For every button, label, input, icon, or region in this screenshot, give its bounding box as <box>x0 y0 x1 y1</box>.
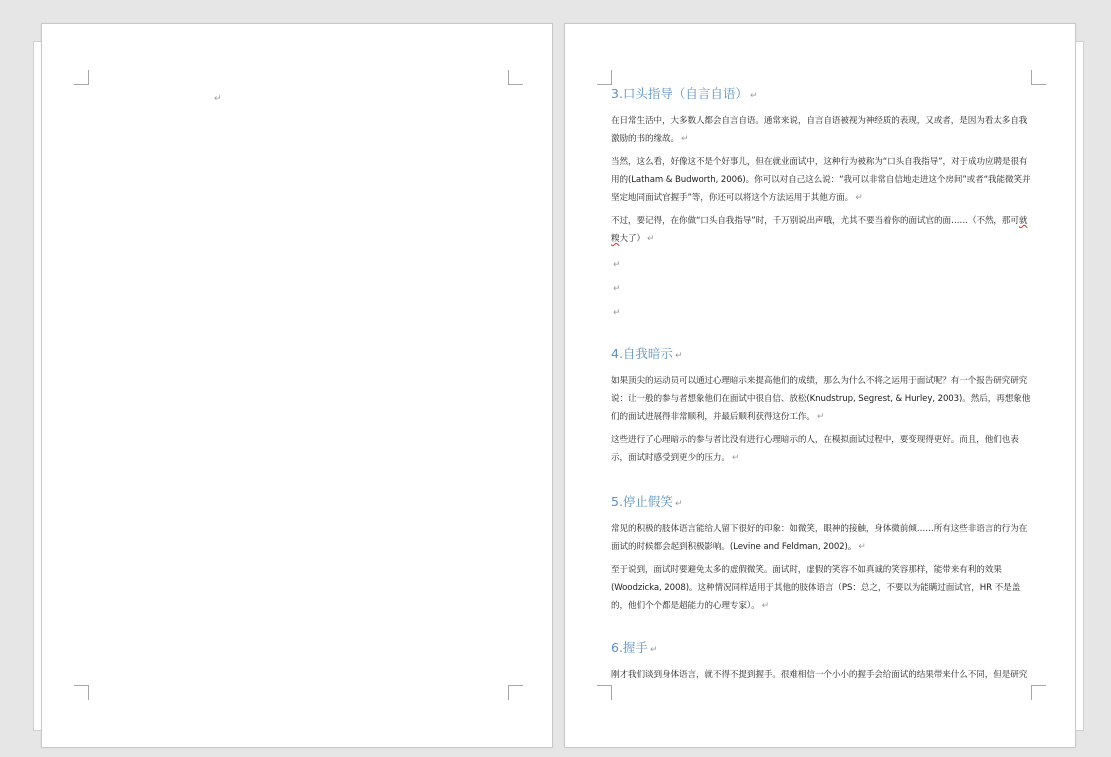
paragraph-mark-icon: ↵ <box>858 542 866 552</box>
paragraph-mark-icon: ↵ <box>731 453 740 463</box>
paragraph-mark-icon: ↵ <box>680 134 689 144</box>
section-heading: 3.口头指导（自言自语） ↵ <box>611 86 758 101</box>
crop-mark-bottom-left <box>74 685 89 700</box>
paragraph: 在日常生活中，大多数人都会自言自语。通常来说，自言自语被视为神经质的表现，又或者，是因为看太多自我激励的书的缘故。 ↵ <box>611 116 1028 144</box>
section-heading: 6.握手 ↵ <box>611 640 658 655</box>
paragraph-mark-icon: ↵ <box>816 412 825 422</box>
paragraph: 至于说到，面试时要避免太多的虚假微笑。面试时，虚假的笑容不如真诚的笑容那样，能带来有利的效果(Woodzicka, 2008)。这种情况同样适用于其他的肢体语言（PS：总之，不要以为能瞒过面试官，HR 不是盖的，他们个个都是超能力的心理专家）。 ↵ <box>611 565 1021 611</box>
paragraph: 这些进行了心理暗示的参与者比没有进行心理暗示的人，在模拟面试过程中，要变现得更好。而且，他们也表示，面试时感受到更少的压力。 ↵ <box>611 435 1019 463</box>
paragraph-mark-icon: ↵ <box>214 94 222 104</box>
section-4 <box>611 344 1035 472</box>
crop-mark-top-left <box>74 70 89 85</box>
crop-mark-top-right <box>508 70 523 85</box>
paragraph: 刚才我们谈到身体语言，就不得不提到握手。很难相信一个小小的握手会给面试的结果带来什么不同，但是研究 <box>611 670 1028 680</box>
paragraph-mark-icon: ↵ <box>613 284 621 294</box>
section-5 <box>611 492 1035 620</box>
paragraph-mark-icon: ↵ <box>649 645 658 655</box>
paragraph-mark-icon: ↵ <box>613 308 621 318</box>
paragraph-mark-icon: ↵ <box>761 601 770 611</box>
crop-mark-bottom-right <box>508 685 523 700</box>
crop-mark-top-left <box>597 70 612 85</box>
section-heading: 4.自我暗示 ↵ <box>611 346 683 361</box>
crop-mark-top-right <box>1031 70 1046 85</box>
empty-paragraph <box>611 253 1035 277</box>
paragraph: 不过，要记得，在你做“口头自我指导”时，千万别说出声哦，尤其不要当着你的面试官的面……（不然，那可就糗大了） ↵ <box>611 216 1028 244</box>
left-page[interactable] <box>41 23 553 748</box>
spelling-error-underline[interactable]: 就糗 <box>611 216 1028 244</box>
paragraph-mark-icon: ↵ <box>749 91 758 101</box>
empty-paragraph <box>611 301 1035 325</box>
paragraph-mark-icon: ↵ <box>674 351 683 361</box>
section-heading: 5.停止假笑 ↵ <box>611 494 683 509</box>
paragraph-mark-icon: ↵ <box>613 260 621 270</box>
crop-mark-bottom-left <box>597 685 612 700</box>
section-3 <box>611 84 1035 325</box>
section-6 <box>611 638 1035 689</box>
paragraph-mark-icon: ↵ <box>674 499 683 509</box>
empty-paragraph <box>611 277 1035 301</box>
right-page[interactable] <box>564 23 1076 748</box>
paragraph-mark-icon: ↵ <box>855 193 863 203</box>
paragraph: 如果顶尖的运动员可以通过心理暗示来提高他们的成绩，那么为什么不将之运用于面试呢？有一个报告研究研究说：让一般的参与者想象他们在面试中很自信、放松(Knudstrup, Segrest, & Hurley, 2003)。然后，再想象他们的面试进展得非常顺利，并最后顺利获得这份工作。 ↵ <box>611 376 1031 422</box>
paragraph: 常见的积极的肢体语言能给人留下很好的印象：如微笑，眼神的接触，身体微前倾……所有这些非语言的行为在面试的时候都会起到积极影响。(Levine and Feldman, 2002)。 ↵ <box>611 524 1028 552</box>
paragraph-mark-icon: ↵ <box>646 234 655 244</box>
paragraph: 当然，这么看，好像这不是个好事儿，但在就业面试中，这种行为被称为“口头自我指导”，对于成功应聘是很有用的(Latham & Budworth, 2006)。你可以对自己这么说：“我可以非常自信地走进这个房间”或者“我能微笑并坚定地同面试官握手”等，你还可以将这个方法运用于其他方面。 ↵ <box>611 157 1031 203</box>
